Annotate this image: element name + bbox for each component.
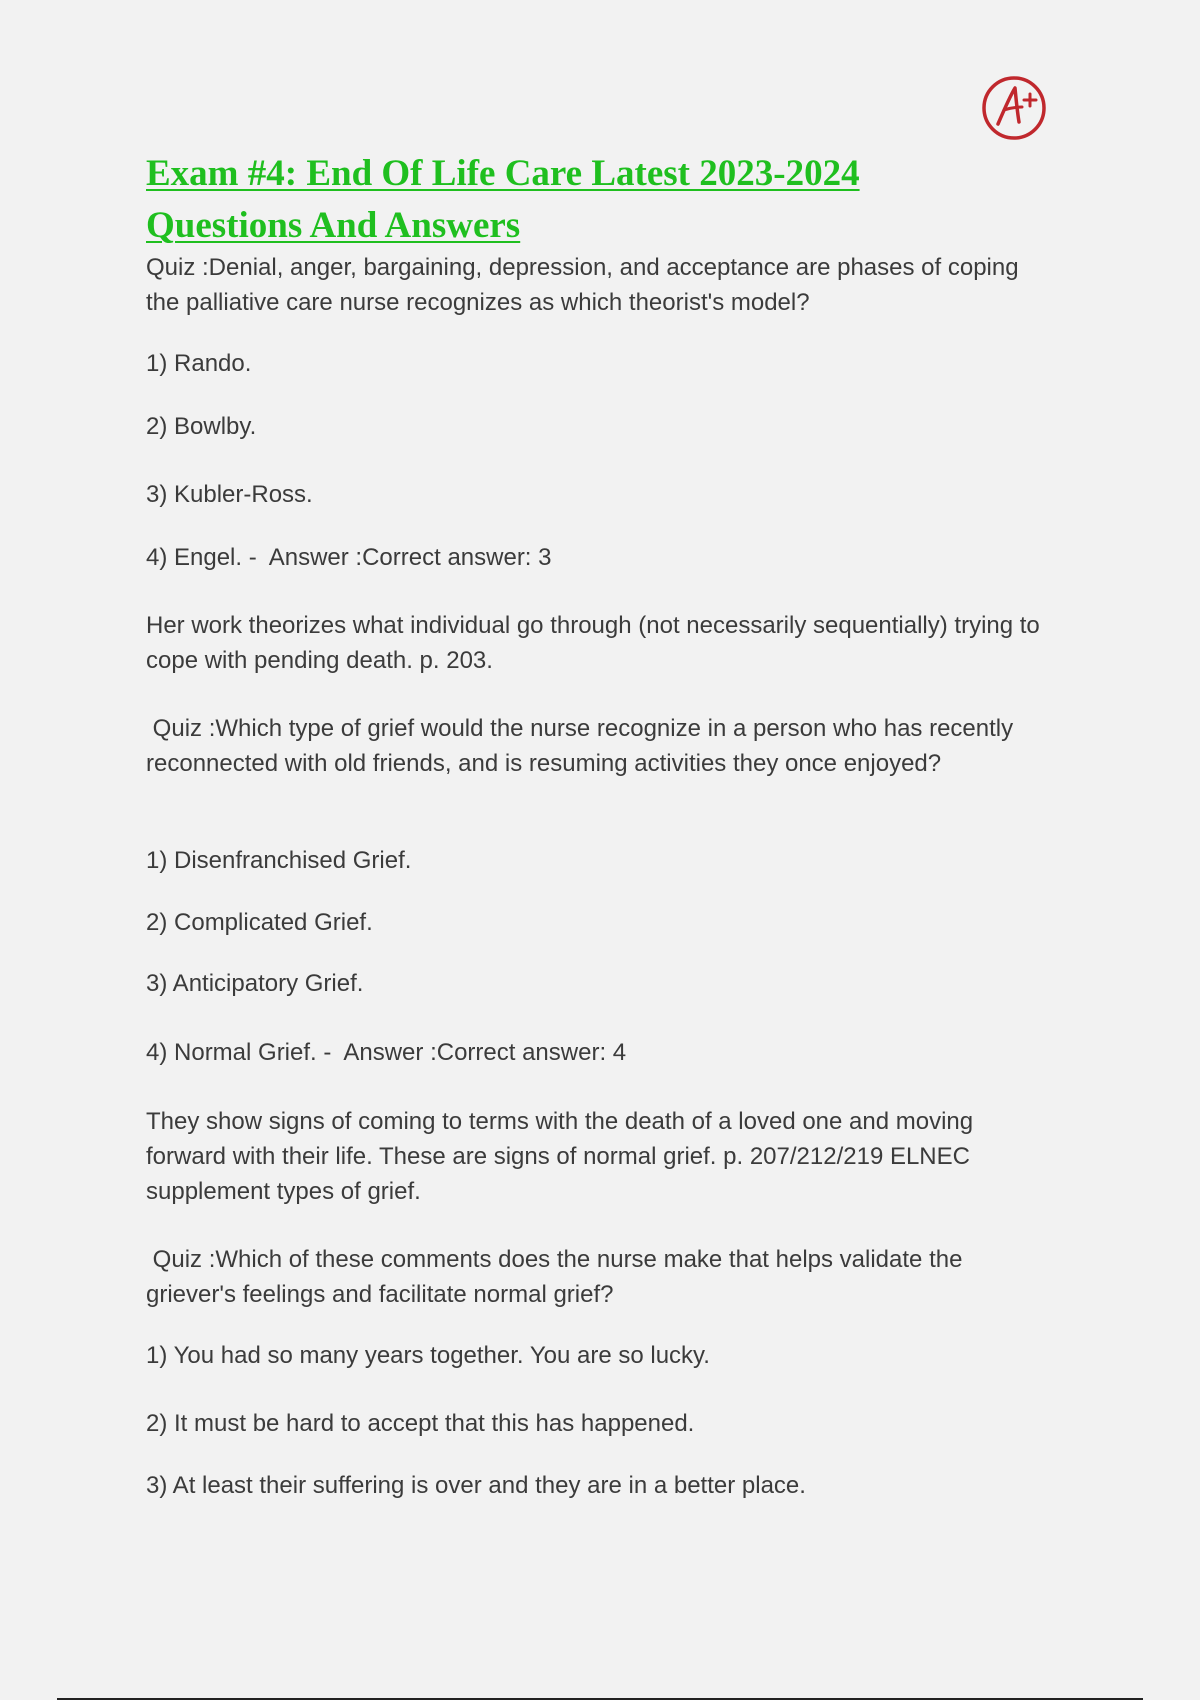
question-2-option-3: 3) Anticipatory Grief. bbox=[146, 970, 364, 997]
question-2-text: Quiz :Which type of grief would the nurse recognize in a person who has recently reconnected with old friends, and is resuming activities they once enjoyed? bbox=[146, 715, 1020, 777]
question-1-explanation: Her work theorizes what individual go through (not necessarily sequentially) trying to cope with pending death. p. 203. bbox=[146, 612, 1047, 674]
question-2-answer: 4) Normal Grief. - Answer :Correct answer: 4 bbox=[146, 1039, 627, 1066]
question-1-option-1: 1) Rando. bbox=[146, 350, 252, 377]
grade-seal-icon bbox=[980, 74, 1048, 142]
question-3-option-2: 2) It must be hard to accept that this has happened. bbox=[146, 1410, 695, 1437]
question-2-option-2: 2) Complicated Grief. bbox=[146, 909, 373, 936]
title-line-1: Exam #4: End Of Life Care Latest 2023-2024 bbox=[146, 153, 860, 194]
question-2-explanation: They show signs of coming to terms with the death of a loved one and moving forward with their life. These are signs of normal grief. p. 207/212/219 ELNEC supplement types of grief. bbox=[146, 1108, 980, 1205]
question-1-text: Quiz :Denial, anger, bargaining, depression, and acceptance are phases of coping the palliative care nurse recognizes as which theorist's model? bbox=[146, 254, 1026, 316]
question-3-option-1: 1) You had so many years together. You are so lucky. bbox=[146, 1342, 710, 1369]
document-title bbox=[146, 148, 1046, 252]
question-1-option-3: 3) Kubler-Ross. bbox=[146, 481, 313, 508]
question-2-option-1: 1) Disenfranchised Grief. bbox=[146, 847, 412, 874]
question-1-option-2: 2) Bowlby. bbox=[146, 413, 257, 440]
title-line-2: Questions And Answers bbox=[146, 205, 521, 246]
question-1-answer: 4) Engel. - Answer :Correct answer: 3 bbox=[146, 544, 552, 571]
question-3-text: Quiz :Which of these comments does the nurse make that helps validate the griever's feelings and facilitate normal grief? bbox=[146, 1246, 970, 1308]
question-3-option-3: 3) At least their suffering is over and they are in a better place. bbox=[146, 1472, 806, 1499]
